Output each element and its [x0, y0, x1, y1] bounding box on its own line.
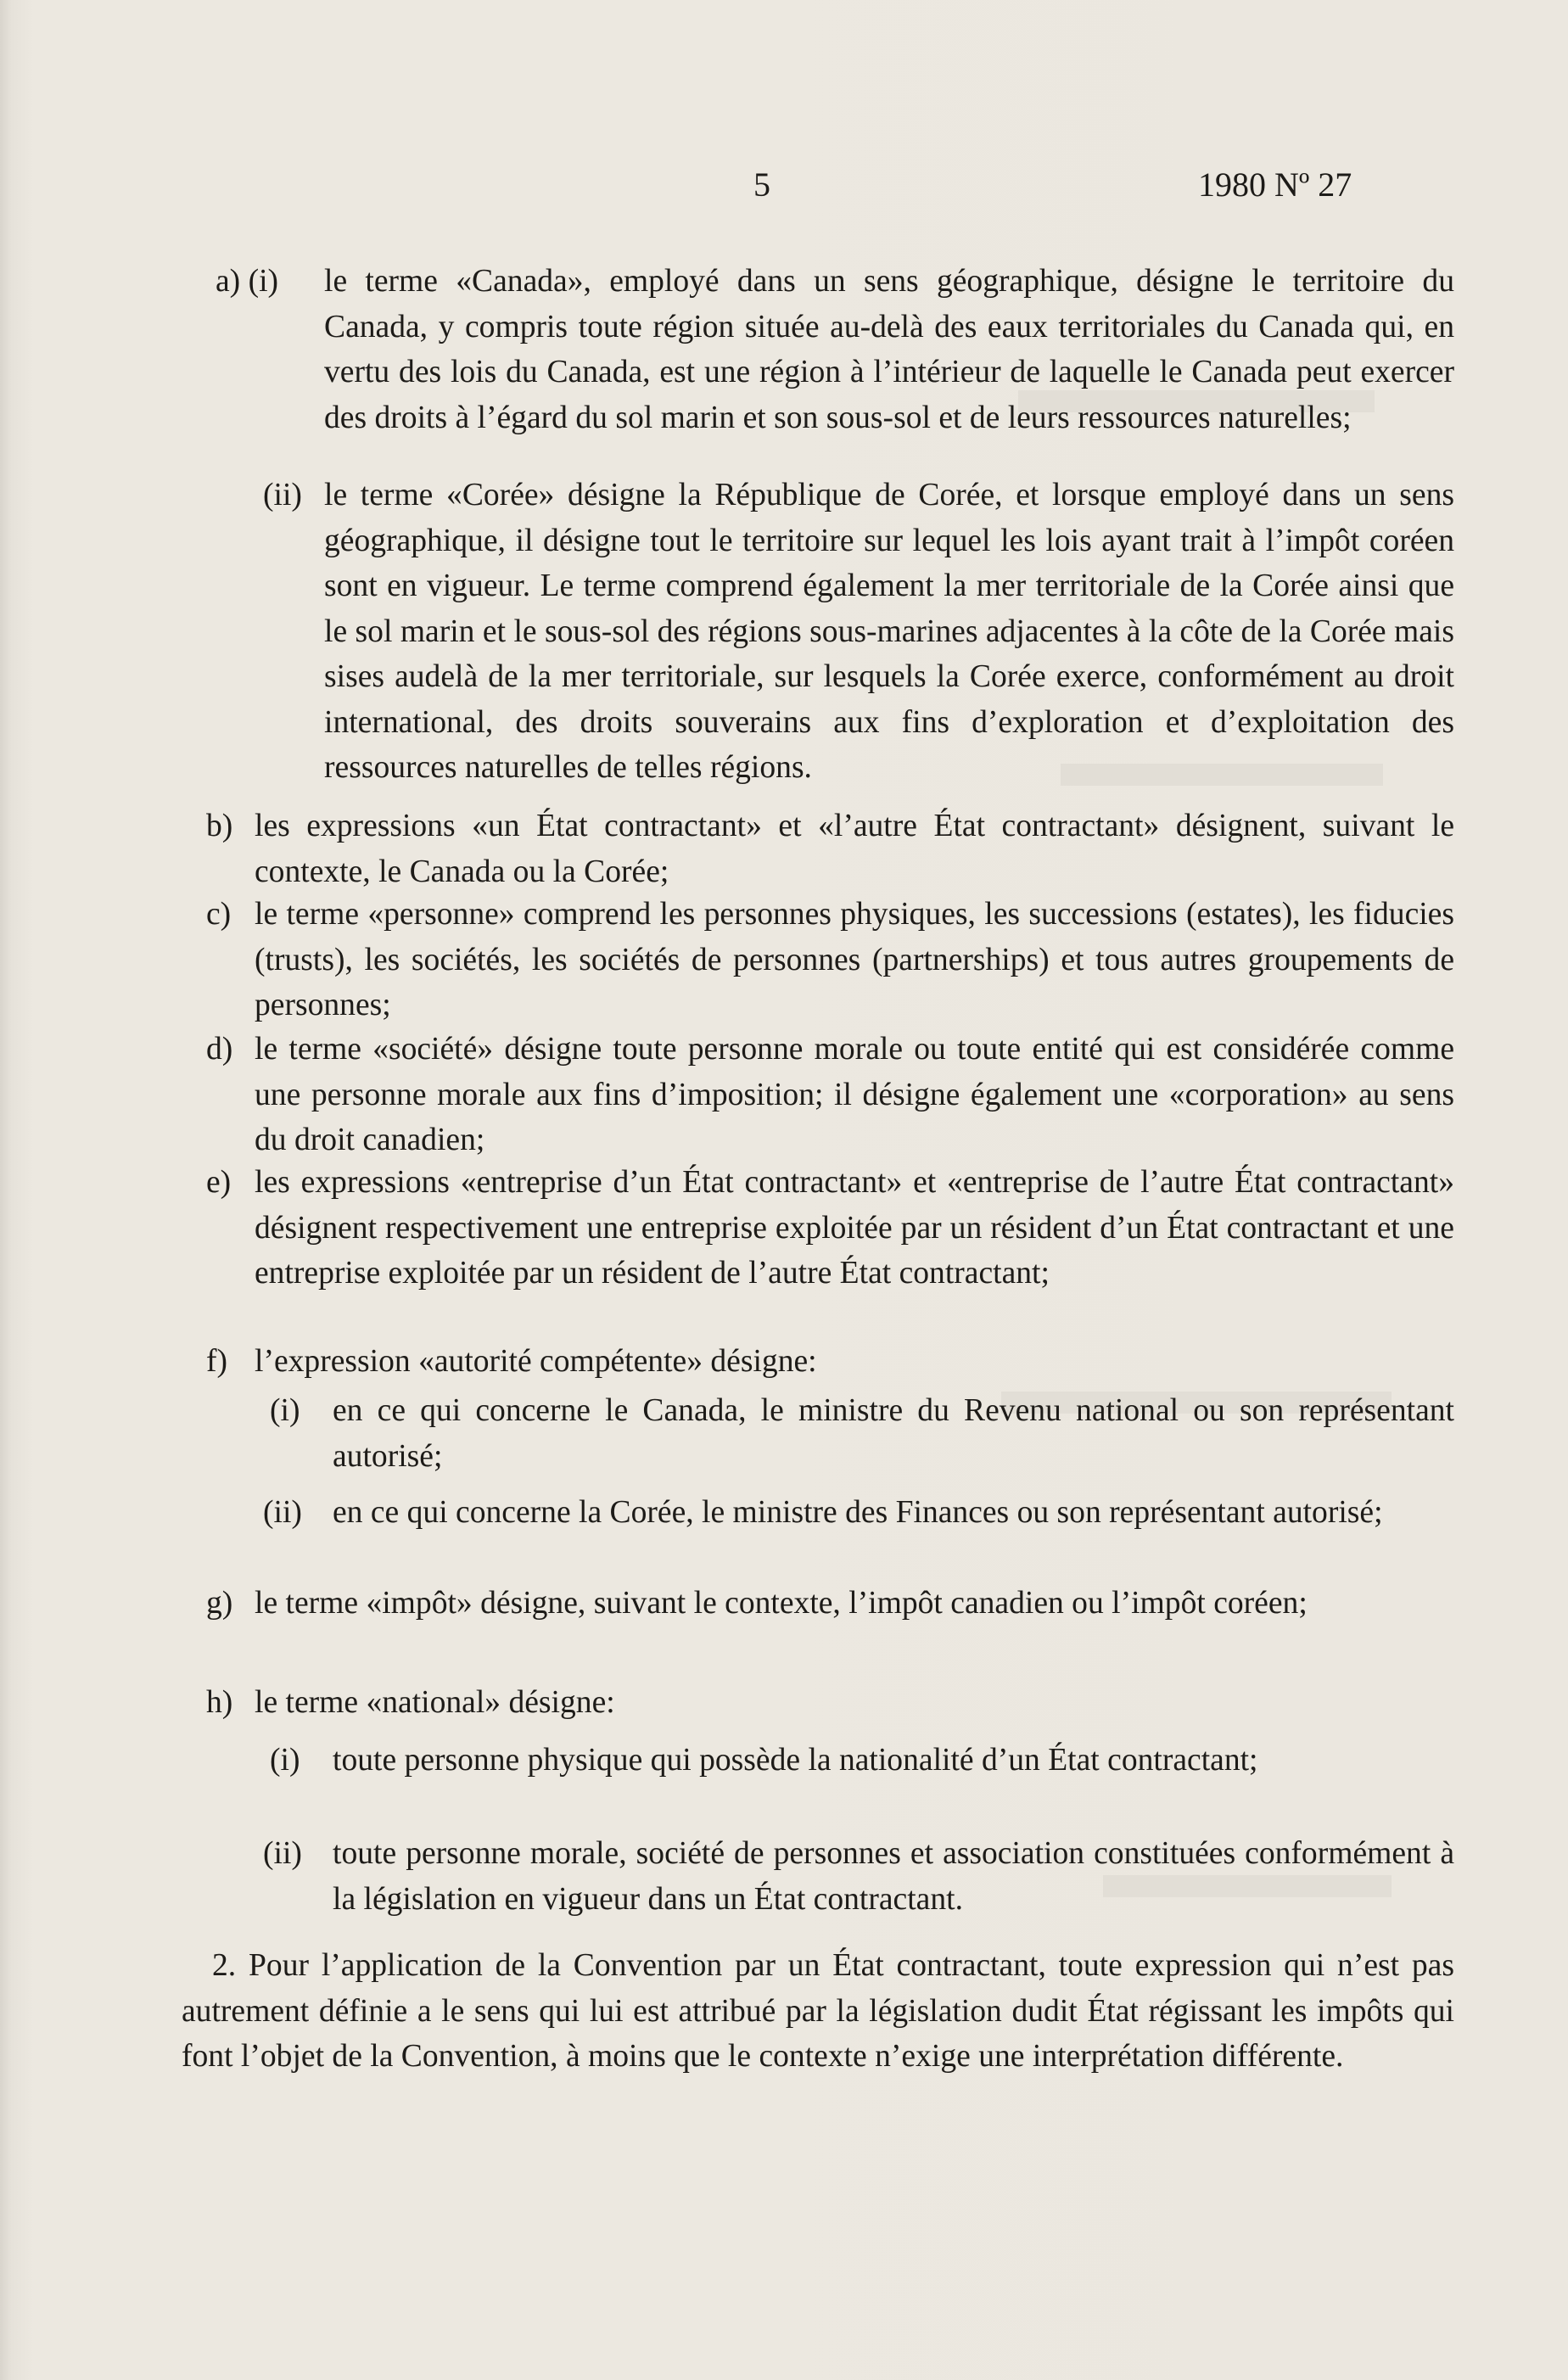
paragraph-2: [182, 1943, 1454, 2080]
item-label-f: f): [206, 1344, 228, 1379]
item-label-g: g): [206, 1586, 233, 1621]
page-number: 5: [753, 165, 770, 204]
autorite-canada: en ce qui concerne le Canada, le ministre du Revenu national ou son représentant autorisé;: [333, 1393, 1454, 1474]
item-label-b: b): [206, 809, 233, 843]
definition-coree: le terme «Corée» désigne la République de Corée, et lorsque employé dans un sens géographique, il désigne tout le territoire sur lequel les lois ayant trait à l’impôt coréen sont en vigueur. Le terme comprend également la mer territoriale de la Corée ainsi que le sol marin et le sous-sol des régions sous-marines adjacentes à la côte de la Corée mais sises audelà de la mer territoriale, sur lesquels la Corée exerce, conformément au droit international, des droits souverains aux fins d’exploration et d’exploitation des ressources naturelles de telles régions.: [324, 478, 1454, 785]
definition-impot: le terme «impôt» désigne, suivant le contexte, l’impôt canadien ou l’impôt coréen;: [255, 1586, 1308, 1621]
autorite-coree: en ce qui concerne la Corée, le ministre des Finances ou son représentant autorisé;: [333, 1495, 1383, 1530]
item-label-f-i: (i): [270, 1393, 300, 1428]
definition-societe: le terme «société» désigne toute personne morale ou toute entité qui est considérée comme une personne morale aux fins d’imposition; il désigne également une «corporation» au sens du droit canadien;: [255, 1032, 1454, 1157]
item-label-a-i: a) (i): [216, 264, 279, 299]
item-label-h: h): [206, 1685, 233, 1720]
definition-entreprise: les expressions «entreprise d’un État contractant» et «entreprise de l’autre État contractant» désignent respectivement une entreprise exploitée par un résident d’un État contractant et une entreprise exploitée par un résident de l’autre État contractant;: [255, 1165, 1454, 1291]
item-label-a-ii: (ii): [263, 478, 302, 512]
item-label-c: c): [206, 897, 232, 932]
statute-reference: 1980 Nº 27: [1198, 165, 1352, 204]
definition-personne: le terme «personne» comprend les personnes physiques, les successions (estates), les fiducies (trusts), les sociétés, les sociétés de personnes (partnerships) et tous autres groupements de personnes;: [255, 897, 1454, 1022]
item-label-e: e): [206, 1165, 232, 1200]
item-label-f-ii: (ii): [263, 1495, 302, 1530]
item-label-h-i: (i): [270, 1743, 300, 1778]
paragraph-2-text: Pour l’application de la Convention par un État contractant, toute expression qui n’est pas autrement définie a le sens qui lui est attribué par la législation dudit État régissant les impôts qui font l’objet de la Convention, à moins que le contexte n’exige une interprétation différente.: [182, 1948, 1454, 2074]
national-personne-morale: toute personne morale, société de personnes et association constituées conformément à la législation en vigueur dans un État contractant.: [333, 1836, 1454, 1917]
definition-national: le terme «national» désigne:: [255, 1685, 615, 1720]
definition-canada: le terme «Canada», employé dans un sens géographique, désigne le territoire du Canada, y compris toute région située au-delà des eaux territoriales du Canada qui, en vertu des lois du Canada, est une région à l’intérieur de laquelle le Canada peut exercer des droits à l’égard du sol marin et son sous-sol et de leurs ressources naturelles;: [324, 264, 1454, 435]
item-label-h-ii: (ii): [263, 1836, 302, 1871]
definition-etat-contractant: les expressions «un État contractant» et «l’autre État contractant» désignent, suivant le contexte, le Canada ou la Corée;: [255, 809, 1454, 889]
national-personne-physique: toute personne physique qui possède la nationalité d’un État contractant;: [333, 1743, 1258, 1778]
item-label-d: d): [206, 1032, 233, 1067]
definition-autorite-competente: l’expression «autorité compétente» désigne:: [255, 1344, 817, 1379]
paragraph-2-label: 2.: [212, 1948, 237, 1983]
